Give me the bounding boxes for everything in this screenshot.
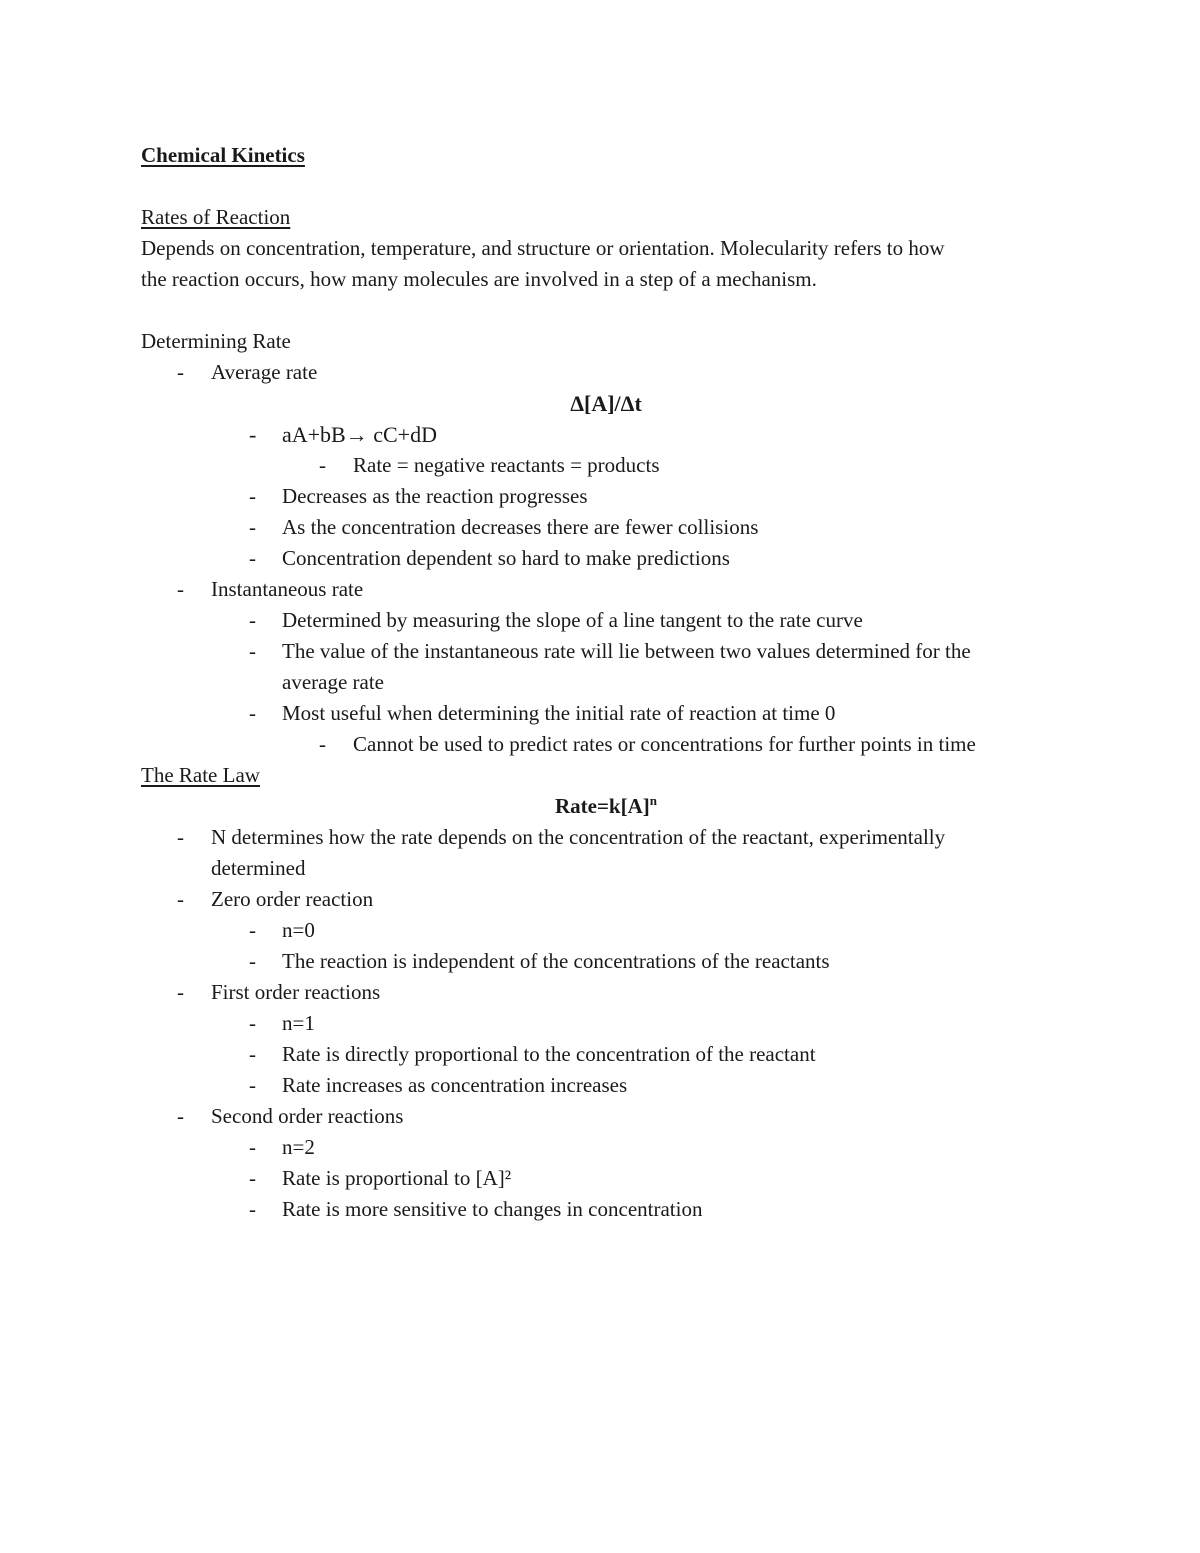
list-item: - Determined by measuring the slope of a line tangent to the rate curve: [249, 608, 863, 632]
list-item: - The reaction is independent of the concentrations of the reactants: [249, 949, 830, 973]
reaction-equation: aA+bB→ cC+dD: [282, 422, 437, 447]
list-item: - n=1: [249, 1011, 315, 1035]
list-item: - n=0: [249, 918, 315, 942]
list-item-continuation: determined: [211, 856, 306, 880]
average-rate-label: Average rate: [211, 360, 318, 384]
first-order-label: First order reactions: [211, 980, 381, 1004]
list-item: - Rate is directly proportional to the concentration of the reactant: [249, 1042, 816, 1066]
rates-paragraph-line-2: the reaction occurs, how many molecules are involved in a step of a mechanism.: [141, 267, 817, 291]
list-item: - Zero order reaction: [141, 884, 1071, 915]
rate-law-heading: The Rate Law: [141, 763, 260, 787]
document-title: Chemical Kinetics: [141, 143, 305, 167]
list-item: - Rate is more sensitive to changes in concentration: [249, 1197, 703, 1221]
rate-law-formula: $Rate=k[A]^n$: [554, 793, 657, 818]
second-order-label: Second order reactions: [211, 1104, 404, 1128]
list-item: - Most useful when determining the initial rate of reaction at time 0: [249, 701, 836, 725]
instantaneous-rate-label: Instantaneous rate: [211, 577, 364, 601]
list-item: - First order reactions: [141, 977, 1071, 1008]
zero-order-label: Zero order reaction: [211, 887, 374, 911]
list-item: - Average rate: [141, 357, 1071, 388]
list-item: - n=2: [249, 1135, 315, 1159]
list-item: - N determines how the rate depends on the concentration of the reactant, experimentally: [177, 825, 946, 849]
list-item: - The value of the instantaneous rate will lie between two values determined for the: [249, 639, 971, 663]
list-item: - aA+bB→ cC+dD: [141, 419, 1071, 450]
document-content: [141, 140, 1071, 1225]
list-item: - Concentration dependent so hard to make predictions: [249, 546, 730, 570]
list-item: - Rate = negative reactants = products: [319, 453, 660, 477]
list-item: - Cannot be used to predict rates or concentrations for further points in time: [319, 732, 976, 756]
list-item: - Instantaneous rate: [141, 574, 1071, 605]
list-item: - Rate is proportional to [A]²: [249, 1166, 512, 1190]
list-item: - Rate increases as concentration increases: [249, 1073, 628, 1097]
list-item-continuation: average rate: [282, 670, 384, 694]
determining-heading: Determining Rate: [141, 329, 291, 353]
average-rate-formula: Δ[A]/Δt: [570, 391, 642, 416]
rate-law-exponent: n: [649, 793, 657, 808]
list-item: - Decreases as the reaction progresses: [249, 484, 588, 508]
rates-paragraph-line-1: Depends on concentration, temperature, and structure or orientation. Molecularity refers to how: [141, 236, 945, 260]
list-item: - As the concentration decreases there are fewer collisions: [249, 515, 759, 539]
list-item: - Second order reactions: [141, 1101, 1071, 1132]
rates-heading: Rates of Reaction: [141, 205, 291, 229]
